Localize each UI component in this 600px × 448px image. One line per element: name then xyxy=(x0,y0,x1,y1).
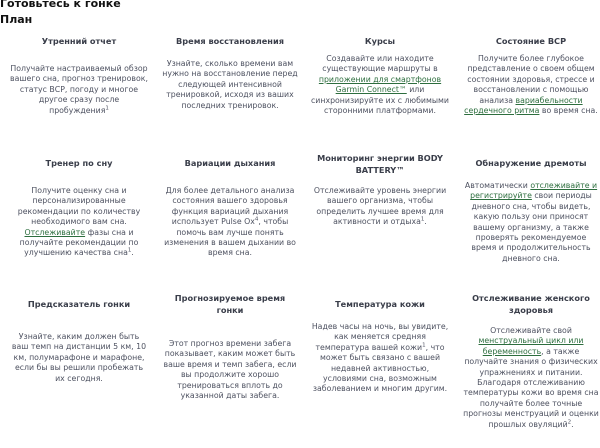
feature-title: Состояние ВСР xyxy=(495,36,567,46)
feature-body-battery xyxy=(311,152,449,228)
feature-description: Надев часы на ночь, вы увидите, как меняется средняя температура вашей кожи$^1$, что может быть связано с вашей недавней активностью, условиями сна, возможным заболеванием и многим другим. xyxy=(311,322,449,394)
feature-title: Предсказатель гонки xyxy=(27,299,131,309)
feature-skin-temperature xyxy=(311,298,449,395)
feature-race-time-forecast xyxy=(161,292,299,401)
feature-description: Узнайте, сколько времени вам нужно на восстановление перед следующей интенсивной тренировкой, исходя из ваших последних тренировок. xyxy=(162,59,298,110)
feature-description: Создавайте или находите существующие маршруты в приложении для смартфонов Garmin Connect™ или синхронизируйте их с любимыми сторонними платформами. xyxy=(311,54,449,116)
footnote-marker[interactable]: 1 xyxy=(420,216,425,223)
feature-title: Температура кожи xyxy=(335,299,425,309)
feature-title: Прогнозируемое время гонки xyxy=(174,293,286,315)
feature-title: Вариации дыхания xyxy=(184,158,276,168)
feature-hrv-status xyxy=(462,35,600,116)
feature-title: Время восстановления xyxy=(176,36,284,46)
feature-title: Тренер по сну xyxy=(45,158,113,168)
feature-sleep-coach xyxy=(10,157,148,259)
feature-description: Отслеживайте свой менструальный цикл или беременность, а также получайте знания о физических упражнениях и питании. Благодаря отслеживанию температуры кожи во время сна получайте более точные прогнозы менструаций и оценки прошлых овуляций$^2$. xyxy=(463,326,599,429)
footnote-marker[interactable]: 2 xyxy=(567,419,572,426)
sleep-tracking-link[interactable]: Отслеживайте xyxy=(24,227,86,237)
feature-description: Для более детального анализа состояния вашего здоровья функция вариаций дыхания использует Pulse Ox$^4$, чтобы помочь вам лучше понять изменения в вашем дыхании во время сна. xyxy=(164,186,296,258)
feature-description: Получите более глубокое представление о своем общем состоянии здоровья, стрессе и восстановлении с помощью анализа вариабельности сердечного ритма во время сна. xyxy=(464,54,598,116)
feature-breathing-variations xyxy=(161,157,299,259)
feature-description: Этот прогноз времени забега показывает, каким может быть ваше время и темп забега, если вы продолжите хорошо тренироваться вплоть до указанной даты забега. xyxy=(163,339,297,401)
footnote-marker[interactable]: 4 xyxy=(254,216,259,223)
feature-morning-report xyxy=(10,35,148,116)
feature-description: Отслеживайте уровень энергии вашего организма, чтобы определить лучшее время для активности и отдыха$^1$. xyxy=(313,186,447,227)
feature-title: Курсы xyxy=(364,36,396,46)
feature-description: Получите оценку сна и персонализированные рекомендации по количеству необходимого вам сна. Отслеживайте фазы сна и получайте рекомендации по улучшению качества сна$^1$. xyxy=(17,186,141,258)
feature-courses xyxy=(311,35,449,116)
feature-description: Автоматически отслеживайте и регистрируйте свои периоды дневного сна, чтобы видеть, какую пользу они приносят вашему организму, а также проверять рекомендуемое время и продолжительность дневного сна. xyxy=(464,181,598,263)
menstrual-cycle-link[interactable]: менструальный цикл или беременность xyxy=(478,336,584,356)
feature-womens-health xyxy=(462,292,600,430)
feature-description: Получайте настраиваемый обзор вашего сна, прогноз тренировок, статус ВСР, погоду и многое другое сразу после пробуждения$^1$ xyxy=(10,64,148,115)
feature-nap-detection xyxy=(462,157,600,264)
hrv-link[interactable]: вариабельности сердечного ритма xyxy=(464,95,583,116)
feature-race-predictor xyxy=(10,298,148,384)
feature-recovery-time xyxy=(161,35,299,111)
feature-title: Отслеживание женского здоровья xyxy=(472,293,590,315)
feature-title: Обнаружение дремоты xyxy=(475,158,587,168)
feature-title: Утренний отчет xyxy=(41,36,117,46)
footnote-marker[interactable]: 1 xyxy=(422,342,426,349)
footnote-marker[interactable]: 1 xyxy=(127,247,132,254)
feature-title: Мониторинг энергии BODY BATTERY™ xyxy=(317,153,443,175)
garmin-connect-app-link[interactable]: приложении для смартфонов Garmin Connect™ xyxy=(318,74,442,95)
section-title: План xyxy=(0,13,33,26)
nap-tracking-link[interactable]: отслеживайте и регистрируйте xyxy=(470,181,598,201)
feature-description: Узнайте, каким должен быть ваш темп на дистанции 5 км, 10 км, полумарафоне и марафоне, если бы вы решили пробежать их сегодня. xyxy=(11,332,147,383)
page-title: Готовьтесь к гонке xyxy=(0,0,121,10)
footnote-marker[interactable]: 1 xyxy=(105,105,109,112)
